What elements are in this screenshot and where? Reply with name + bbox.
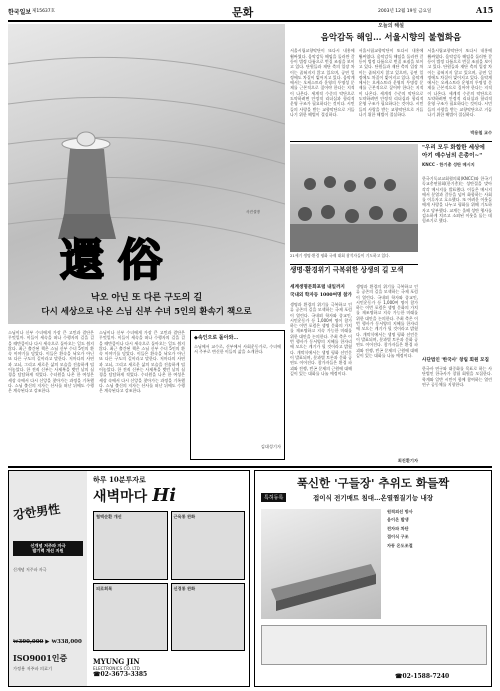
ad-grid-cell [93, 583, 168, 652]
second-story-body-text: 생명과 환경의 위기를 극복하고 인류 공존의 길을 모색하는 국제 포럼이 열린다. 국내외 학자와 종교인, 시민운동가 등 1,000여 명이 참가하는 이번 포럼은 생명 문화의 가치를 재조명하고 지속 가능한 미래를 위한 대안을 논의한다. 주최 측은 이번 행사가 동서양의 지혜를 한자리에 모으는 계기가 될 것이라고 밝혔다. 개막식에서는 생명 평화 선언문이 발표되며, 분과별 토론과 문화 공연도 이어진다. 참가자들은 환경 파괴와 전쟁, 빈곤 문제의 근원에 대해 깊이 있는 대화를 나눌 예정이다. [356, 284, 418, 358]
main-story-body-1 [8, 330, 94, 460]
main-story-byline: 김대성기자 [260, 444, 281, 449]
section-title: 문화 [232, 6, 254, 19]
quote-sub: KNCC · 한기총 성탄 메시지 [422, 162, 475, 167]
ad-right-points [387, 509, 487, 551]
ad-left-price: ₩390,000 ▶ ₩338,000 [13, 639, 82, 645]
ad-left-sub: 신개념 저주파 자극 [30, 543, 66, 548]
side-body-text: 한국기독교교회협의회(KNCC)와 한국기독교총연합회(한기총)는 성탄절을 맞아 각각 메시지를 발표했다. 이들은 메시지에서 분열과 갈등을 넘어 화합하는 사회를 이루자고 호소했다. 또 어려운 이웃들에게 사랑을 나누고 평화를 위해 기도하자고 당부했다. 교계는 올해 성탄 행사를 검소하게 치르고 소외된 이웃을 돕는 데 힘쓰기로 했다. [422, 176, 492, 224]
column-body-text: 서울시립교향악단이 또다시 내홍에 휩싸였다. 음악감독 해임을 둘러싼 갈등이 법정 다툼으로 번질 조짐을 보이고 있다. 단원들과 재단 측의 입장 차이는 좁혀지지 않고 있으며, 공연 일정에도 차질이 빚어지고 있다. 음악계에서는 오케스트라 운영의 투명성 문제를 근본적으로 짚어야 한다는 지적이 나온다. 세계적 수준의 악단으로 도약하려면 안정적 리더십과 합리적 운영 구조가 필요하다는 것이다. 시민들의 사랑을 받는 교향악단으로 거듭나기 위한 해법이 절실하다. [427, 48, 492, 117]
center-photo [290, 144, 418, 252]
column-article [290, 24, 492, 140]
ad-left-blurb: 신개념 저주파 자극 [13, 567, 47, 572]
ad-left-brand-hi: Hi [152, 485, 177, 506]
price-sale: ₩338,000 [51, 639, 82, 645]
column-rule [290, 141, 492, 142]
second-story-rule [290, 264, 418, 265]
ad-point: 자동 온도조절 [387, 542, 413, 548]
company-phone: ☎02-3673-3385 [93, 671, 148, 679]
issue-date: 2003년 12월 19일 금요일 [378, 9, 432, 14]
side-quote [422, 144, 492, 167]
second-story-kicker2: 국내외 학자등 1000여명 참가 [290, 293, 352, 298]
ad-point: 음이온 발생 [387, 517, 409, 523]
ad-left-iso-sub: 가정용 저주파 의료기 [13, 666, 53, 671]
second-story-kicker: 세계생명문화포럼 내일까지 [290, 285, 345, 290]
ad-right-lower [261, 625, 487, 665]
issue-number: 제15637호 [32, 9, 56, 14]
photo-caption: 사진설명 [246, 210, 260, 214]
ad-right-badge: 특허등록 [261, 493, 286, 502]
second-story-body-2 [356, 284, 418, 458]
second-story-body-1 [290, 302, 352, 458]
ad-right-title: 푹신한 '구들장' 추위도 화들짝 [296, 476, 450, 490]
ad-item: 혈액순환 개선 [96, 514, 122, 519]
ad-left [8, 470, 250, 687]
center-photo-caption: 21세기 생명·환경 평화 국제 대회 참석자들이 기도하고 있다. [290, 253, 391, 258]
main-story-body-2 [99, 330, 185, 460]
side-subhead: 사단법인 '한국사' 창립 회원 모집 [422, 358, 489, 363]
ad-left-title: 강한男性 [12, 501, 62, 523]
quote-line2: 아기 예수님의 은총이~" [422, 153, 483, 159]
second-story-title: 생명·환경위기 극복위한 상생의 길 모색 [290, 266, 404, 274]
ad-right [254, 470, 492, 687]
ad-left-top: 하루 10분투자로 [93, 475, 146, 484]
side-text-1 [422, 176, 492, 354]
quote-line1: "우리 모두 화합한 세상에 [422, 145, 485, 151]
paper-name: 한국일보 [8, 9, 32, 16]
ad-grid-cell [171, 511, 246, 580]
side-text-2 [422, 366, 492, 456]
ad-item: 신경통 완화 [173, 585, 196, 591]
sidebox-text: 스님에서 교수로, 신부에서 사회운동가로, 수녀에서 주부로 변신한 이들의 삶을 소개한다. [194, 344, 281, 355]
second-story-byline: 최진환기자 [397, 458, 418, 463]
ad-grid-cell [93, 511, 168, 580]
ads-divider [8, 466, 492, 468]
masthead-rule [8, 20, 492, 22]
side-body-text2: 한국사 연구와 대중화를 목표로 하는 사단법인 한국사가 창립 회원을 모집한다. 학계와 일반 시민이 함께 참여하는 열린 연구 공동체를 지향한다. [422, 366, 492, 387]
sidebox-title: ◆속인으로 돌아와… [194, 335, 239, 341]
main-story-body-text: 스님이나 신부 수녀에게 가장 큰 고민과 결단은 무엇일까. 이들이 세속을 떠나 수행자의 길을 걸을 때만큼이나 다시 세속으로 돌아오는 일도 쉽지 않다. 최근 출간된 책은 스님 신부 수녀 5인의 환속 이야기를 담았다. 이들은 환속을 낙오가 아닌 또 다른 구도의 길이라고 말한다. 저마다의 사연과 고뇌, 그리고 새로운 삶의 모습을 진솔하게 털어놓았다. 한 전직 신부는 사제복을 벗던 날의 심경을 담담하게 적었다. 수녀원을 나온 한 여성은 세상 속에서 다시 신앙을 찾아가는 과정을 기록했다. 스님 출신의 저자는 산사를 떠난 뒤에도 수행은 계속된다고 강조한다. [99, 330, 185, 394]
main-story-sidebox [190, 330, 285, 460]
second-story-body-text: 생명과 환경의 위기를 극복하고 인류 공존의 길을 모색하는 국제 포럼이 열린다. 국내외 학자와 종교인, 시민운동가 등 1,000여 명이 참가하는 이번 포럼은 생명 문화의 가치를 재조명하고 지속 가능한 미래를 위한 대안을 논의한다. 주최 측은 이번 행사가 동서양의 지혜를 한자리에 모으는 계기가 될 것이라고 밝혔다. 개막식에서는 생명 평화 선언문이 발표되며, 분과별 토론과 문화 공연도 이어진다. 참가자들은 환경 파괴와 전쟁, 빈곤 문제의 근원에 대해 깊이 있는 대화를 나눌 예정이다. [290, 302, 352, 376]
company-logo: MYUNG JIN [93, 657, 140, 666]
main-story-subtitle2: 다시 세상으로 나온 스님 신부 수녀 5인의 환속기 책으로 [41, 307, 252, 317]
company-sub: ELECTRONICS CO. LTD [93, 666, 140, 671]
ad-grid-cell [171, 583, 246, 652]
column-byline: 박용철 교수 [470, 130, 492, 136]
ad-left-sidebar [9, 471, 87, 686]
ad-point: 원적외선 방사 [387, 509, 413, 514]
ad-left-sub2: 발기력 개선 지원 [32, 548, 64, 554]
main-story-subtitle1: 낙오 아닌 또 다른 구도의 길 [90, 293, 203, 303]
ad-left-grid [93, 511, 245, 651]
column-body-text: 서울시립교향악단이 또다시 내홍에 휩싸였다. 음악감독 해임을 둘러싼 갈등이 법정 다툼으로 번질 조짐을 보이고 있다. 단원들과 재단 측의 입장 차이는 좁혀지지 않고 있으며, 공연 일정에도 차질이 빚어지고 있다. 음악계에서는 오케스트라 운영의 투명성 문제를 근본적으로 짚어야 한다는 지적이 나온다. 세계적 수준의 악단으로 도약하려면 안정적 리더십과 합리적 운영 구조가 필요하다는 것이다. 시민들의 사랑을 받는 교향악단으로 거듭나기 위한 해법이 절실하다. [358, 48, 424, 117]
ad-right-phone: ☎02-1588-7240 [395, 673, 450, 680]
page-number: A15 [476, 5, 494, 15]
price-original: ₩390,000 [13, 639, 44, 645]
ad-left-brand-text: 새벽마다 [93, 489, 148, 505]
ad-right-product-image [261, 509, 381, 619]
ad-point: 전자파 차단 [387, 525, 409, 531]
main-story-title: 還俗 [60, 235, 176, 286]
ad-item: 근육통 완화 [173, 514, 196, 519]
ad-left-footer [93, 657, 245, 683]
ad-left-brand [93, 485, 245, 505]
ad-right-subtitle: 접이식 전기매트 침대…온열찜질기능 내장 [312, 494, 434, 502]
main-story-body-text: 스님이나 신부 수녀에게 가장 큰 고민과 결단은 무엇일까. 이들이 세속을 떠나 수행자의 길을 걸을 때만큼이나 다시 세속으로 돌아오는 일도 쉽지 않다. 최근 출간된 책은 스님 신부 수녀 5인의 환속 이야기를 담았다. 이들은 환속을 낙오가 아닌 또 다른 구도의 길이라고 말한다. 저마다의 사연과 고뇌, 그리고 새로운 삶의 모습을 진솔하게 털어놓았다. 한 전직 신부는 사제복을 벗던 날의 심경을 담담하게 적었다. 수녀원을 나온 한 여성은 세상 속에서 다시 신앙을 찾아가는 과정을 기록했다. 스님 출신의 저자는 산사를 떠난 뒤에도 수행은 계속된다고 강조한다. [8, 330, 94, 394]
ad-left-sub-box [13, 541, 83, 556]
ad-item: 피로회복 [96, 585, 113, 591]
ad-left-iso: ISO9001인증 [13, 653, 68, 663]
column-title: 음악감독 해임… 서울시향의 불협화음 [320, 33, 462, 44]
column-kicker: 오늘의 해설 [378, 23, 404, 29]
masthead [8, 4, 492, 20]
ad-point: 접이식 구조 [387, 534, 409, 540]
column-body-text: 서울시립교향악단이 또다시 내홍에 휩싸였다. 음악감독 해임을 둘러싼 갈등이 법정 다툼으로 번질 조짐을 보이고 있다. 단원들과 재단 측의 입장 차이는 좁혀지지 않고 있으며, 공연 일정에도 차질이 빚어지고 있다. 음악계에서는 오케스트라 운영의 투명성 문제를 근본적으로 짚어야 한다는 지적이 나온다. 세계적 수준의 악단으로 도약하려면 안정적 리더십과 합리적 운영 구조가 필요하다는 것이다. 시민들의 사랑을 받는 교향악단으로 거듭나기 위한 해법이 절실하다. [290, 48, 355, 117]
